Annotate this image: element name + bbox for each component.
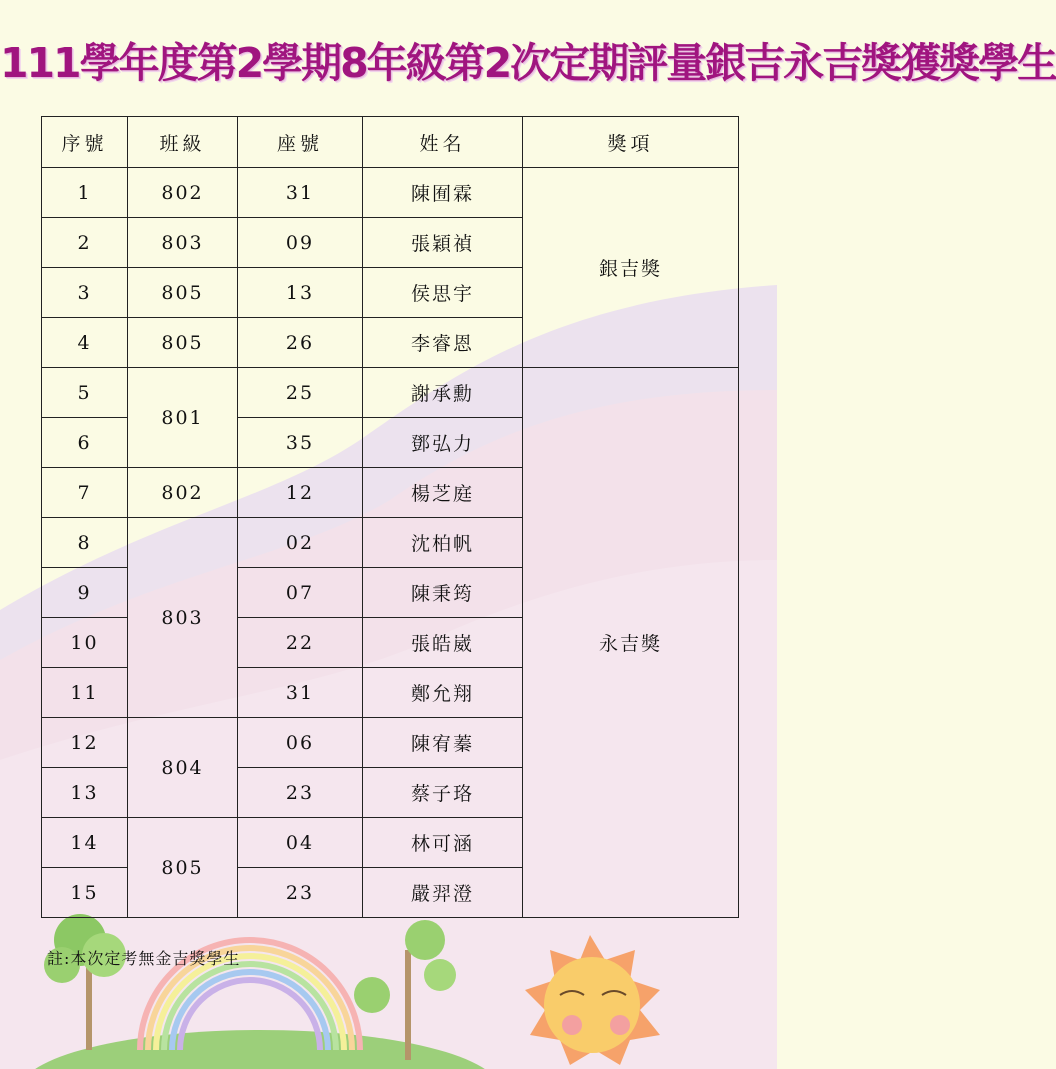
header-seat: 座號 bbox=[238, 117, 363, 168]
name-cell: 張穎禎 bbox=[363, 218, 523, 268]
seat-cell: 06 bbox=[238, 718, 363, 768]
name-cell: 嚴羿澄 bbox=[363, 868, 523, 918]
header-class: 班級 bbox=[128, 117, 238, 168]
name-cell: 沈柏帆 bbox=[363, 518, 523, 568]
name-cell: 李睿恩 bbox=[363, 318, 523, 368]
name-cell: 謝承勳 bbox=[363, 368, 523, 418]
name-cell: 陳秉筠 bbox=[363, 568, 523, 618]
page-title: 111學年度第2學期8年級第2次定期評量銀吉永吉獎獲獎學生 bbox=[0, 39, 1056, 87]
seat-cell: 09 bbox=[238, 218, 363, 268]
name-cell: 蔡子珞 bbox=[363, 768, 523, 818]
awards-table bbox=[41, 116, 739, 918]
seat-cell: 26 bbox=[238, 318, 363, 368]
header-seq: 序號 bbox=[42, 117, 128, 168]
seq-cell: 6 bbox=[42, 418, 128, 468]
table-row bbox=[42, 368, 739, 418]
seat-cell: 13 bbox=[238, 268, 363, 318]
seq-cell: 1 bbox=[42, 168, 128, 218]
award-cell-yongji: 永吉獎 bbox=[523, 368, 739, 918]
seq-cell: 10 bbox=[42, 618, 128, 668]
seat-cell: 23 bbox=[238, 768, 363, 818]
class-cell: 805 bbox=[128, 268, 238, 318]
name-cell: 林可涵 bbox=[363, 818, 523, 868]
class-cell: 803 bbox=[128, 518, 238, 718]
award-cell-silver: 銀吉獎 bbox=[523, 168, 739, 368]
header-award: 獎項 bbox=[523, 117, 739, 168]
footnote: 註:本次定考無金吉獎學生 bbox=[47, 949, 241, 968]
seat-cell: 31 bbox=[238, 668, 363, 718]
class-cell: 804 bbox=[128, 718, 238, 818]
seq-cell: 3 bbox=[42, 268, 128, 318]
seat-cell: 35 bbox=[238, 418, 363, 468]
seat-cell: 22 bbox=[238, 618, 363, 668]
name-cell: 鄭允翔 bbox=[363, 668, 523, 718]
seq-cell: 11 bbox=[42, 668, 128, 718]
name-cell: 侯思宇 bbox=[363, 268, 523, 318]
seq-cell: 5 bbox=[42, 368, 128, 418]
class-cell: 805 bbox=[128, 818, 238, 918]
seq-cell: 4 bbox=[42, 318, 128, 368]
seat-cell: 04 bbox=[238, 818, 363, 868]
table-row bbox=[42, 168, 739, 218]
seat-cell: 31 bbox=[238, 168, 363, 218]
name-cell: 鄧弘力 bbox=[363, 418, 523, 468]
seq-cell: 14 bbox=[42, 818, 128, 868]
seq-cell: 8 bbox=[42, 518, 128, 568]
seat-cell: 12 bbox=[238, 468, 363, 518]
name-cell: 楊芝庭 bbox=[363, 468, 523, 518]
class-cell: 805 bbox=[128, 318, 238, 368]
class-cell: 802 bbox=[128, 168, 238, 218]
class-cell: 803 bbox=[128, 218, 238, 268]
seat-cell: 07 bbox=[238, 568, 363, 618]
header-name: 姓名 bbox=[363, 117, 523, 168]
seq-cell: 12 bbox=[42, 718, 128, 768]
seq-cell: 15 bbox=[42, 868, 128, 918]
name-cell: 張皓崴 bbox=[363, 618, 523, 668]
seq-cell: 2 bbox=[42, 218, 128, 268]
seat-cell: 25 bbox=[238, 368, 363, 418]
class-cell: 801 bbox=[128, 368, 238, 468]
seq-cell: 13 bbox=[42, 768, 128, 818]
seq-cell: 7 bbox=[42, 468, 128, 518]
class-cell: 802 bbox=[128, 468, 238, 518]
seat-cell: 02 bbox=[238, 518, 363, 568]
seq-cell: 9 bbox=[42, 568, 128, 618]
name-cell: 陳宥蓁 bbox=[363, 718, 523, 768]
table-header-row bbox=[42, 117, 739, 168]
name-cell: 陳囿霖 bbox=[363, 168, 523, 218]
seat-cell: 23 bbox=[238, 868, 363, 918]
